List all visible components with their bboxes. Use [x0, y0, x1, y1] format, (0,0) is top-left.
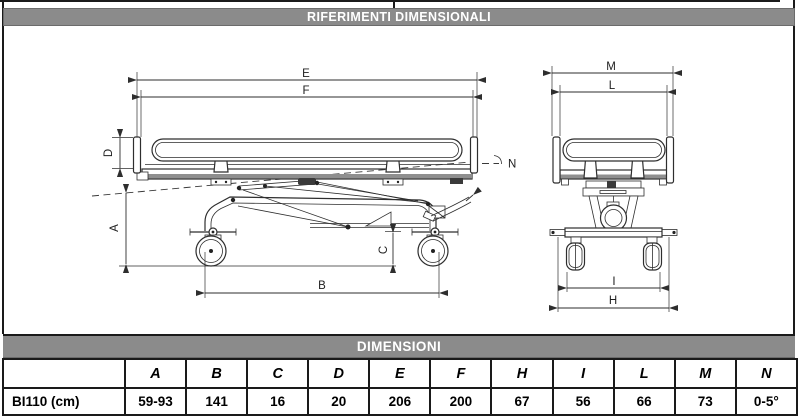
dim-M — [552, 61, 673, 136]
value-M: 73 — [675, 388, 736, 415]
section-header-riferimenti — [3, 8, 795, 26]
row-label-model: BI110 (cm) — [3, 388, 125, 415]
section-title-dimensioni: DIMENSIONI — [356, 339, 442, 354]
dim-C — [378, 232, 401, 265]
page-top-tick — [393, 0, 395, 8]
col-header-L: L — [614, 359, 675, 388]
section-title-riferimenti: RIFERIMENTI DIMENSIONALI — [307, 10, 491, 24]
side-view — [92, 68, 516, 298]
value-H: 67 — [491, 388, 552, 415]
value-F: 200 — [430, 388, 491, 415]
value-A: 59-93 — [125, 388, 186, 415]
dim-D — [103, 138, 133, 169]
section-header-dimensioni — [3, 334, 795, 358]
table-value-row — [3, 388, 797, 415]
col-header-I: I — [553, 359, 614, 388]
value-E: 206 — [369, 388, 430, 415]
col-header-C: C — [247, 359, 308, 388]
col-header-E: E — [369, 359, 430, 388]
col-header-D: D — [308, 359, 369, 388]
caster-right — [412, 228, 458, 266]
technical-drawing — [0, 26, 800, 334]
label-C: C — [378, 245, 390, 255]
value-B: 141 — [186, 388, 247, 415]
dimensions-table — [2, 358, 798, 416]
label-F: F — [302, 85, 310, 97]
dim-A — [109, 193, 396, 266]
dim-F — [141, 85, 473, 141]
col-header-B: B — [186, 359, 247, 388]
col-header-M: M — [675, 359, 736, 388]
label-H: H — [608, 295, 618, 307]
label-L: L — [608, 80, 616, 92]
lift-column — [583, 181, 644, 231]
col-header-A: A — [125, 359, 186, 388]
bed-side — [134, 137, 478, 185]
label-A: A — [109, 224, 121, 232]
caster-left — [190, 228, 236, 266]
table-header-row — [3, 359, 797, 388]
table-corner-cell — [3, 359, 125, 388]
col-header-F: F — [430, 359, 491, 388]
col-header-H: H — [491, 359, 552, 388]
chassis-side — [205, 186, 445, 231]
label-I: I — [612, 276, 616, 288]
bed-end — [553, 137, 674, 185]
label-E: E — [302, 68, 310, 80]
dim-I — [567, 272, 660, 292]
label-M: M — [606, 61, 616, 73]
base-end — [550, 228, 677, 270]
value-D: 20 — [308, 388, 369, 415]
dim-E — [137, 68, 477, 141]
dim-L — [560, 80, 667, 136]
label-B: B — [318, 280, 326, 292]
value-C: 16 — [247, 388, 308, 415]
value-I: 56 — [553, 388, 614, 415]
dim-B — [205, 252, 439, 298]
value-N: 0-5° — [736, 388, 797, 415]
label-N: N — [508, 158, 517, 171]
page-top-border — [0, 0, 780, 2]
label-D: D — [103, 148, 115, 158]
value-L: 66 — [614, 388, 675, 415]
col-header-N: N — [736, 359, 797, 388]
end-view — [550, 61, 677, 312]
dim-N — [482, 156, 516, 171]
